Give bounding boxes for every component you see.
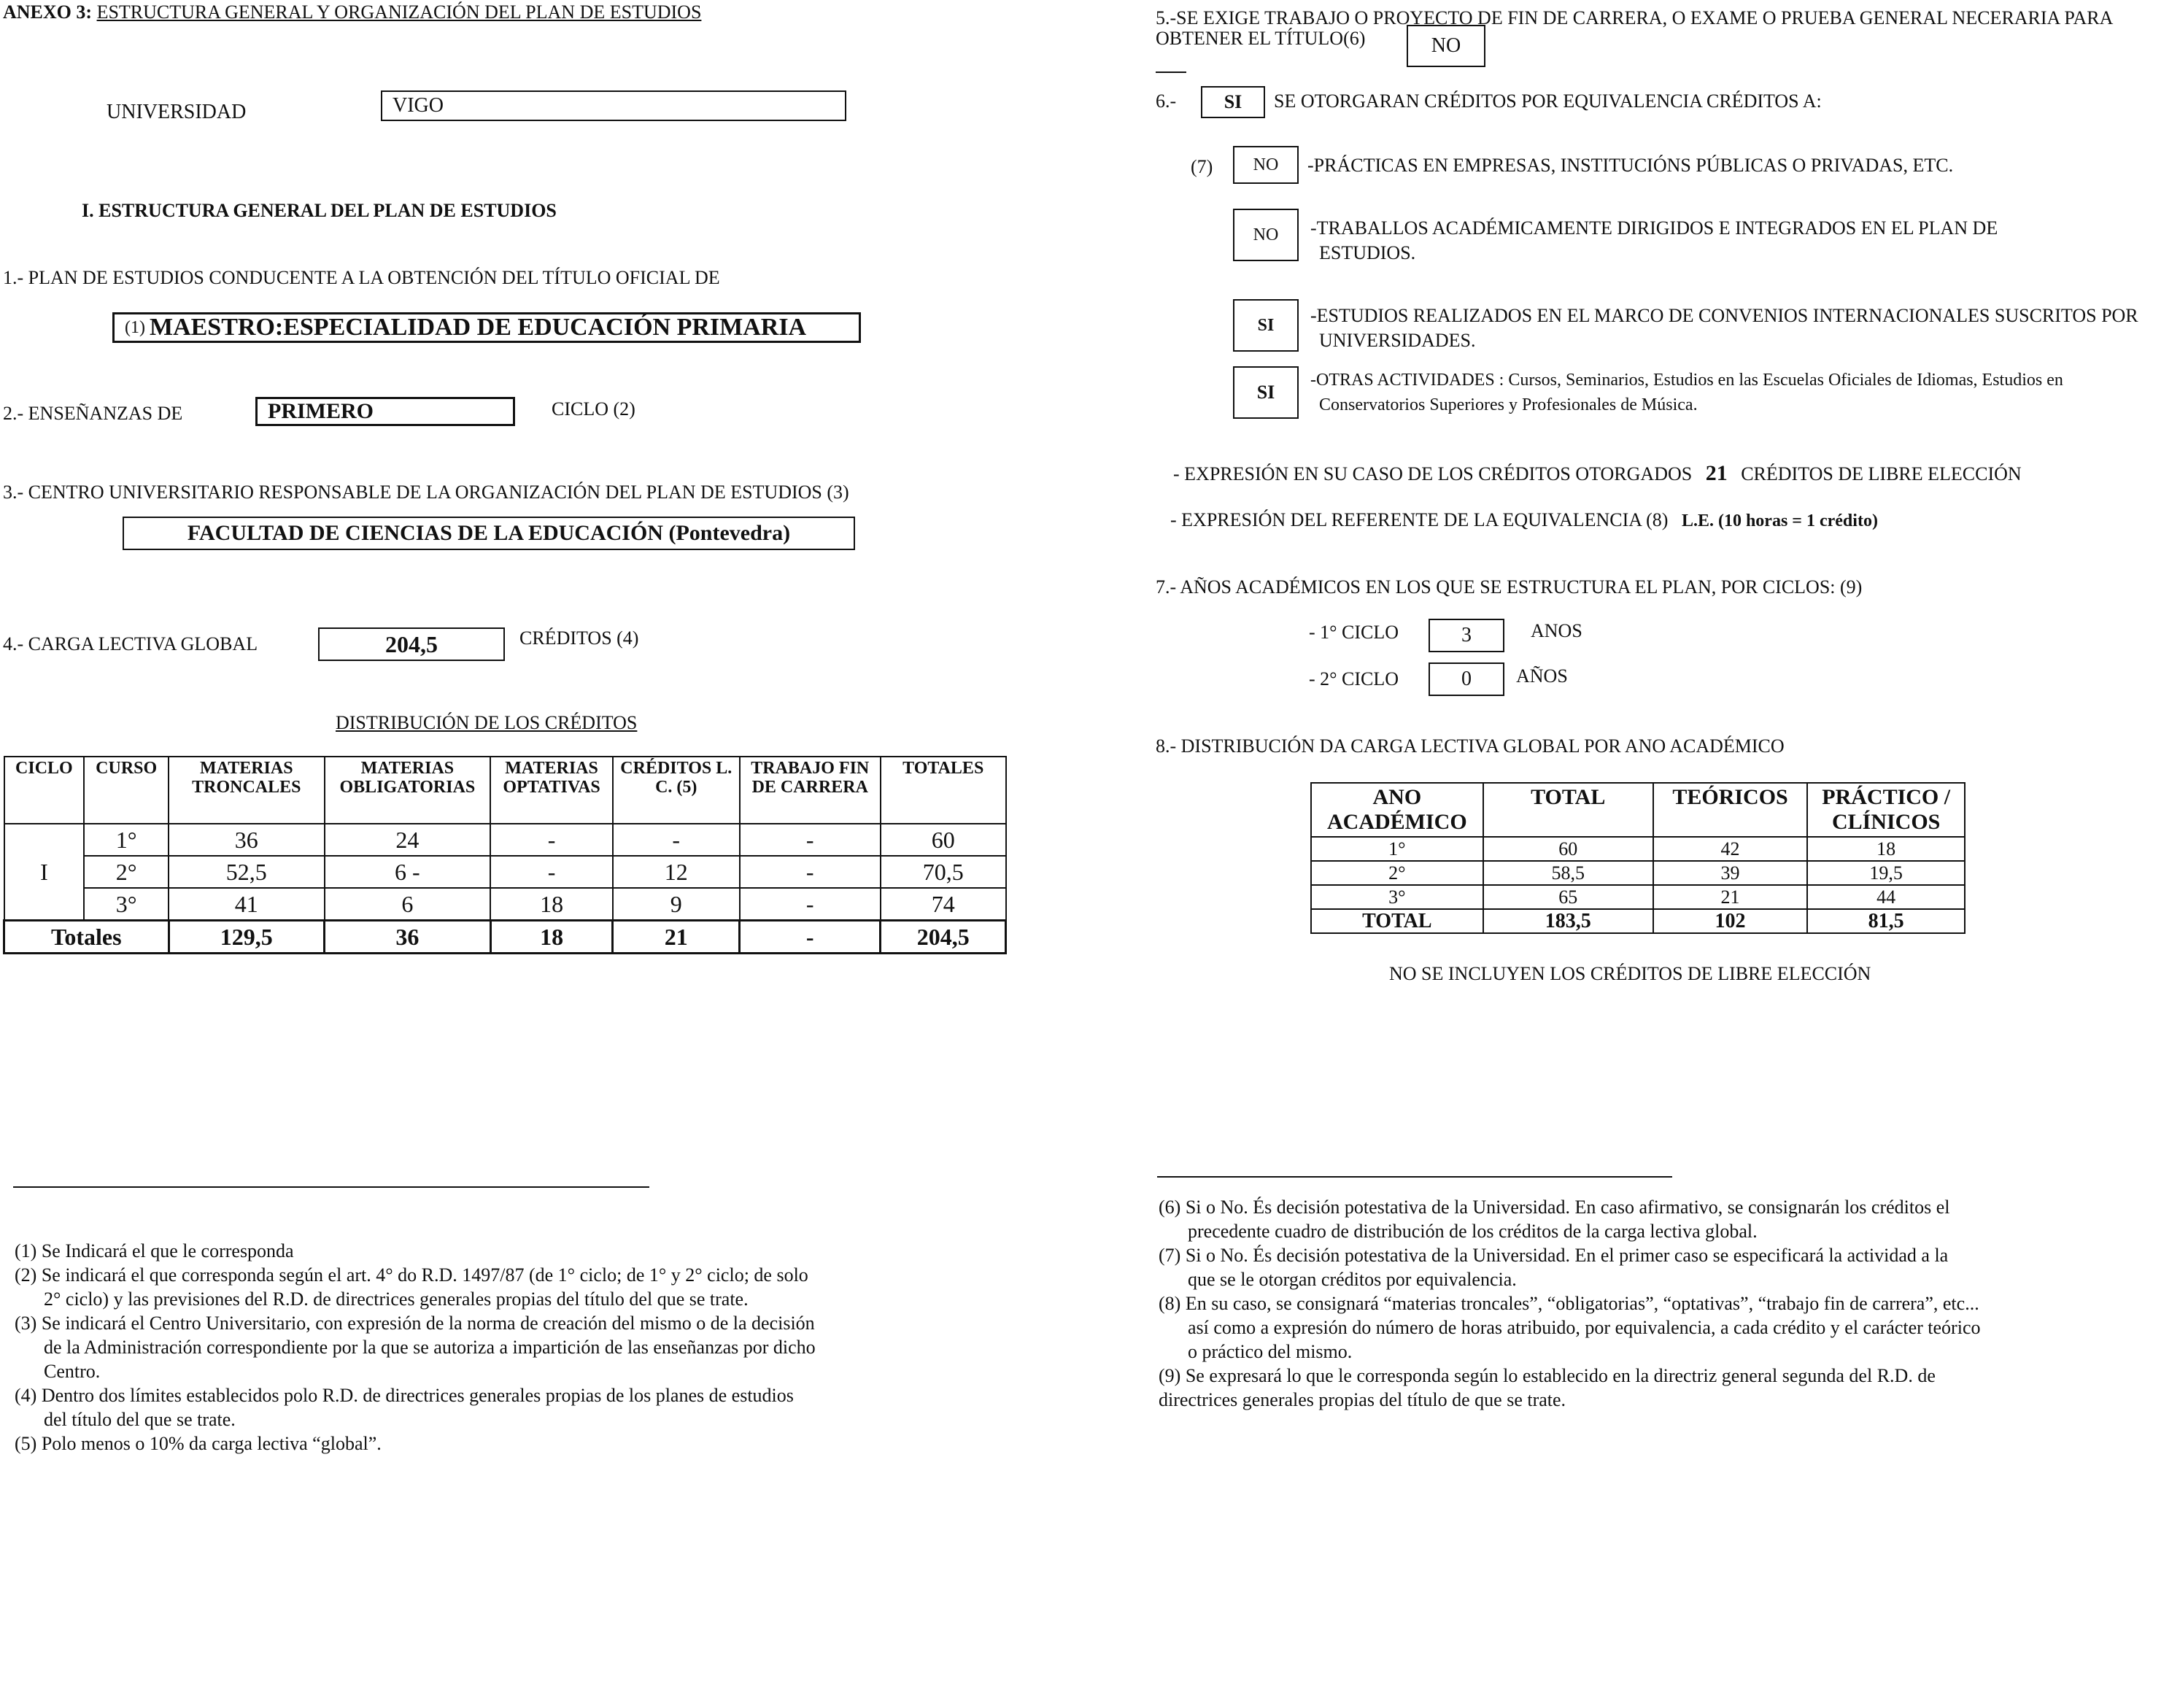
annex-heading — [3, 1, 701, 23]
col-practicos: PRÁCTICO / CLÍNICOS — [1807, 783, 1965, 837]
table-cell: 60 — [881, 824, 1006, 856]
footnote: (1) Se Indicará el que le corresponda — [15, 1240, 294, 1261]
footnote: Centro. — [44, 1361, 101, 1382]
table-cell: 1° — [1311, 837, 1483, 861]
item6-label: SE OTORGARAN CRÉDITOS POR EQUIVALENCIA CRÉDITOS A: — [1274, 90, 1822, 112]
expresion-creditos-value: 21 — [1705, 461, 1728, 485]
annex-title: ESTRUCTURA GENERAL Y ORGANIZACIÓN DEL PLAN DE ESTUDIOS — [96, 1, 702, 23]
table-cell: 74 — [881, 888, 1006, 921]
footnote: (8) En su caso, se consignará “materias troncales”, “obligatorias”, “optativas”, “trabajo fin de carrera”, etc... — [1159, 1293, 1979, 1314]
table-cell: 6 - — [325, 856, 491, 888]
ano-academico-table — [1310, 782, 1966, 934]
otras-value: SI — [1256, 382, 1275, 403]
col-curso: CURSO — [84, 757, 169, 824]
equivalencia-field — [1201, 86, 1265, 118]
distribution-table — [3, 756, 1007, 954]
table-cell: 102 — [1653, 909, 1808, 933]
annex-label: ANEXO 3: — [3, 1, 93, 23]
equivalencia-value: SI — [1224, 91, 1242, 112]
ensenanzas-value: PRIMERO — [268, 399, 374, 423]
table-cell: 70,5 — [881, 856, 1006, 888]
footnote: así como a expresión do número de horas atribuido, por equivalencia, a cada crédito y el carácter teórico — [1188, 1317, 1981, 1338]
footnote: que se le otorgan créditos por equivalencia. — [1188, 1269, 1517, 1290]
otras-text2: Conservatorios Superiores y Profesionales de Música. — [1319, 395, 1698, 414]
table-cell: 1° — [84, 824, 169, 856]
carga-value: 204,5 — [385, 630, 438, 657]
table-cell: 42 — [1653, 837, 1808, 861]
table-cell: 58,5 — [1483, 861, 1653, 885]
option-note: (7) — [1191, 156, 1213, 177]
table-cell: 18 — [1807, 837, 1965, 861]
table-cell: TOTAL — [1311, 909, 1483, 933]
table-row — [4, 824, 1006, 856]
table-cell: 39 — [1653, 861, 1808, 885]
item8-note: NO SE INCLUYEN LOS CRÉDITOS DE LIBRE ELECCIÓN — [1389, 963, 1871, 984]
totals-row — [4, 921, 1006, 954]
table-cell: - — [490, 824, 613, 856]
table-cell: 3° — [1311, 885, 1483, 909]
ciclo1-field — [1429, 619, 1504, 652]
footnote: (9) Se expresará lo que le corresponda según lo establecido en la directriz general segunda del R.D. de — [1159, 1365, 1936, 1386]
ciclo2-label: - 2° CICLO — [1309, 668, 1399, 689]
footnotes-right — [1159, 1195, 2173, 1412]
table-cell: 6 — [325, 888, 491, 921]
item2-label: 2.- ENSEÑANZAS DE — [3, 403, 183, 424]
footnote: de la Administración correspondiente por la que se autoriza a impartición de las enseñanzas por dicho — [44, 1337, 816, 1358]
table-cell: 21 — [1653, 885, 1808, 909]
footnote: (4) Dentro dos límites establecidos polo R.D. de directrices generales propias de los planes de estudios — [15, 1385, 794, 1406]
table-row — [4, 856, 1006, 888]
section-title: I. ESTRUCTURA GENERAL DEL PLAN DE ESTUDIOS — [82, 200, 557, 221]
table-cell: 60 — [1483, 837, 1653, 861]
footnote: (7) Si o No. És decisión potestativa de la Universidad. En el primer caso se especificará la actividad a la — [1159, 1245, 1949, 1266]
totals-row — [1311, 909, 1965, 933]
traballos-text2: ESTUDIOS. — [1319, 242, 1416, 263]
item5-dash — [1156, 72, 1186, 73]
col-trabajo-fin: TRABAJO FIN DE CARRERA — [740, 757, 881, 824]
ciclo2-unit: AÑOS — [1516, 665, 1568, 687]
ciclo1-label: - 1° CICLO — [1309, 622, 1399, 643]
trabajo-fin-field — [1407, 25, 1485, 67]
table-cell: 129,5 — [169, 921, 324, 954]
otras-field — [1233, 366, 1299, 419]
col-ciclo: CICLO — [4, 757, 85, 824]
footnote: 2° ciclo) y las previsiones del R.D. de directrices generales propias del título del que se trate. — [44, 1288, 749, 1310]
ciclo-cell: I — [4, 824, 85, 921]
table-cell: 36 — [169, 824, 324, 856]
item5-line1: 5.-SE EXIGE TRABAJO O PROYECTO DE FIN DE CARRERA, O EXAME O PRUEBA GENERAL NECERARIA PARA — [1156, 7, 2114, 28]
universidad-label: UNIVERSIDAD — [107, 101, 247, 123]
col-creditos-lc: CRÉDITOS L. C. (5) — [613, 757, 740, 824]
item1-label: 1.- PLAN DE ESTUDIOS CONDUCENTE A LA OBTENCIÓN DEL TÍTULO OFICIAL DE — [3, 267, 720, 288]
footnote: (3) Se indicará el Centro Universitario, con expresión de la norma de creación del mismo o de la decisión — [15, 1313, 815, 1334]
footnote: (5) Polo menos o 10% da carga lectiva “global”. — [15, 1433, 382, 1454]
table-cell: 3° — [84, 888, 169, 921]
table-cell: 65 — [1483, 885, 1653, 909]
ciclo2-field — [1429, 662, 1504, 696]
ciclo1-unit: ANOS — [1531, 620, 1582, 641]
table-row — [1311, 837, 1965, 861]
table-cell: - — [740, 888, 881, 921]
practicas-text: -PRÁCTICAS EN EMPRESAS, INSTITUCIÓNS PÚBLICAS O PRIVADAS, ETC. — [1307, 155, 1954, 176]
table-cell: 18 — [490, 921, 613, 954]
item2-suffix: CICLO (2) — [552, 398, 635, 420]
convenios-value: SI — [1257, 315, 1275, 335]
table-cell: 44 — [1807, 885, 1965, 909]
ciclo1-value: 3 — [1461, 624, 1472, 646]
convenios-text: -ESTUDIOS REALIZADOS EN EL MARCO DE CONVENIOS INTERNACIONALES SUSCRITOS POR — [1310, 305, 2138, 326]
table-cell: 52,5 — [169, 856, 324, 888]
expresion-creditos-suffix: CRÉDITOS DE LIBRE ELECCIÓN — [1741, 463, 2022, 484]
item8-label: 8.- DISTRIBUCIÓN DA CARGA LECTIVA GLOBAL POR ANO ACADÉMICO — [1156, 735, 1785, 757]
table-cell: 24 — [325, 824, 491, 856]
convenios-text2: UNIVERSIDADES. — [1319, 330, 1476, 351]
item3-label: 3.- CENTRO UNIVERSITARIO RESPONSABLE DE LA ORGANIZACIÓN DEL PLAN DE ESTUDIOS (3) — [3, 482, 849, 503]
table-cell: - — [613, 824, 740, 856]
table-cell: 2° — [84, 856, 169, 888]
distribution-header-row — [4, 757, 1006, 824]
table-cell: 9 — [613, 888, 740, 921]
ciclo2-value: 0 — [1461, 668, 1472, 690]
table-cell: - — [740, 824, 881, 856]
table-cell: Totales — [4, 921, 169, 954]
col-totales: TOTALES — [881, 757, 1006, 824]
footnote: (6) Si o No. És decisión potestativa de la Universidad. En caso afirmativo, se consignarán los créditos el — [1159, 1197, 1950, 1218]
table-cell: 12 — [613, 856, 740, 888]
footnote: o práctico del mismo. — [1188, 1341, 1353, 1362]
traballos-text: -TRABALLOS ACADÉMICAMENTE DIRIGIDOS E INTEGRADOS EN EL PLAN DE — [1310, 217, 1998, 239]
col-optativas: MATERIAS OPTATIVAS — [490, 757, 613, 824]
ensenanzas-field — [255, 397, 515, 426]
otras-text: -OTRAS ACTIVIDADES : Cursos, Seminarios, Estudios en las Escuelas Oficiales de Idiomas, Estudios en — [1310, 371, 2063, 390]
item6-prefix: 6.- — [1156, 90, 1177, 112]
item4-label: 4.- CARGA LECTIVA GLOBAL — [3, 633, 258, 654]
col-troncales: MATERIAS TRONCALES — [169, 757, 324, 824]
table-cell: 2° — [1311, 861, 1483, 885]
col-teoricos: TEÓRICOS — [1653, 783, 1808, 837]
expresion-creditos — [1173, 461, 2022, 486]
table-cell: - — [740, 856, 881, 888]
titulo-field — [112, 312, 861, 343]
footnote: del título del que se trate. — [44, 1409, 236, 1430]
carga-field — [318, 627, 505, 661]
universidad-value: VIGO — [393, 94, 444, 117]
table-cell: 81,5 — [1807, 909, 1965, 933]
table-cell: 18 — [490, 888, 613, 921]
expresion-referente-label: - EXPRESIÓN DEL REFERENTE DE LA EQUIVALENCIA (8) — [1170, 509, 1669, 530]
footnote: directrices generales propias del título de que se trate. — [1159, 1389, 1566, 1410]
table-cell: 41 — [169, 888, 324, 921]
table-row — [4, 888, 1006, 921]
traballos-field — [1233, 209, 1299, 261]
table-row — [1311, 861, 1965, 885]
ano-header-row — [1311, 783, 1965, 837]
col-total: TOTAL — [1483, 783, 1653, 837]
expresion-creditos-label: - EXPRESIÓN EN SU CASO DE LOS CRÉDITOS OTORGADOS — [1173, 463, 1693, 484]
item5-line2: OBTENER EL TÍTULO(6) — [1156, 28, 1366, 49]
item7-label: 7.- AÑOS ACADÉMICOS EN LOS QUE SE ESTRUCTURA EL PLAN, POR CICLOS: (9) — [1156, 576, 1863, 598]
item4-suffix: CRÉDITOS (4) — [519, 627, 639, 649]
titulo-note: (1) — [125, 317, 145, 337]
footnotes-left — [15, 1239, 963, 1456]
table-cell: - — [740, 921, 881, 954]
table-cell: 204,5 — [881, 921, 1006, 954]
trabajo-fin-value: NO — [1431, 34, 1461, 57]
convenios-field — [1233, 299, 1299, 352]
footnote: precedente cuadro de distribución de los créditos de la carga lectiva global. — [1188, 1221, 1758, 1242]
distribution-title: DISTRIBUCIÓN DE LOS CRÉDITOS — [336, 712, 638, 733]
centro-field — [123, 517, 855, 550]
universidad-field — [381, 90, 846, 121]
col-ano: ANO ACADÉMICO — [1311, 783, 1483, 837]
expresion-referente — [1170, 509, 1878, 531]
traballos-value: NO — [1253, 225, 1279, 244]
table-cell: 183,5 — [1483, 909, 1653, 933]
table-cell: 19,5 — [1807, 861, 1965, 885]
table-cell: 21 — [613, 921, 740, 954]
table-cell: 36 — [325, 921, 491, 954]
footnote-divider-left — [13, 1186, 649, 1188]
table-cell: - — [490, 856, 613, 888]
practicas-value: NO — [1253, 155, 1279, 174]
expresion-referente-value: L.E. (10 horas = 1 crédito) — [1681, 511, 1878, 530]
col-obligatorias: MATERIAS OBLIGATORIAS — [325, 757, 491, 824]
centro-value: FACULTAD DE CIENCIAS DE LA EDUCACIÓN (Pontevedra) — [187, 521, 791, 545]
practicas-field — [1233, 146, 1299, 184]
footnote: (2) Se indicará el que corresponda según el art. 4° do R.D. 1497/87 (de 1° ciclo; de 1° y 2° ciclo; de solo — [15, 1264, 808, 1286]
footnote-divider-right — [1157, 1176, 1672, 1178]
titulo-value: MAESTRO:ESPECIALIDAD DE EDUCACIÓN PRIMARIA — [149, 314, 807, 341]
table-row — [1311, 885, 1965, 909]
